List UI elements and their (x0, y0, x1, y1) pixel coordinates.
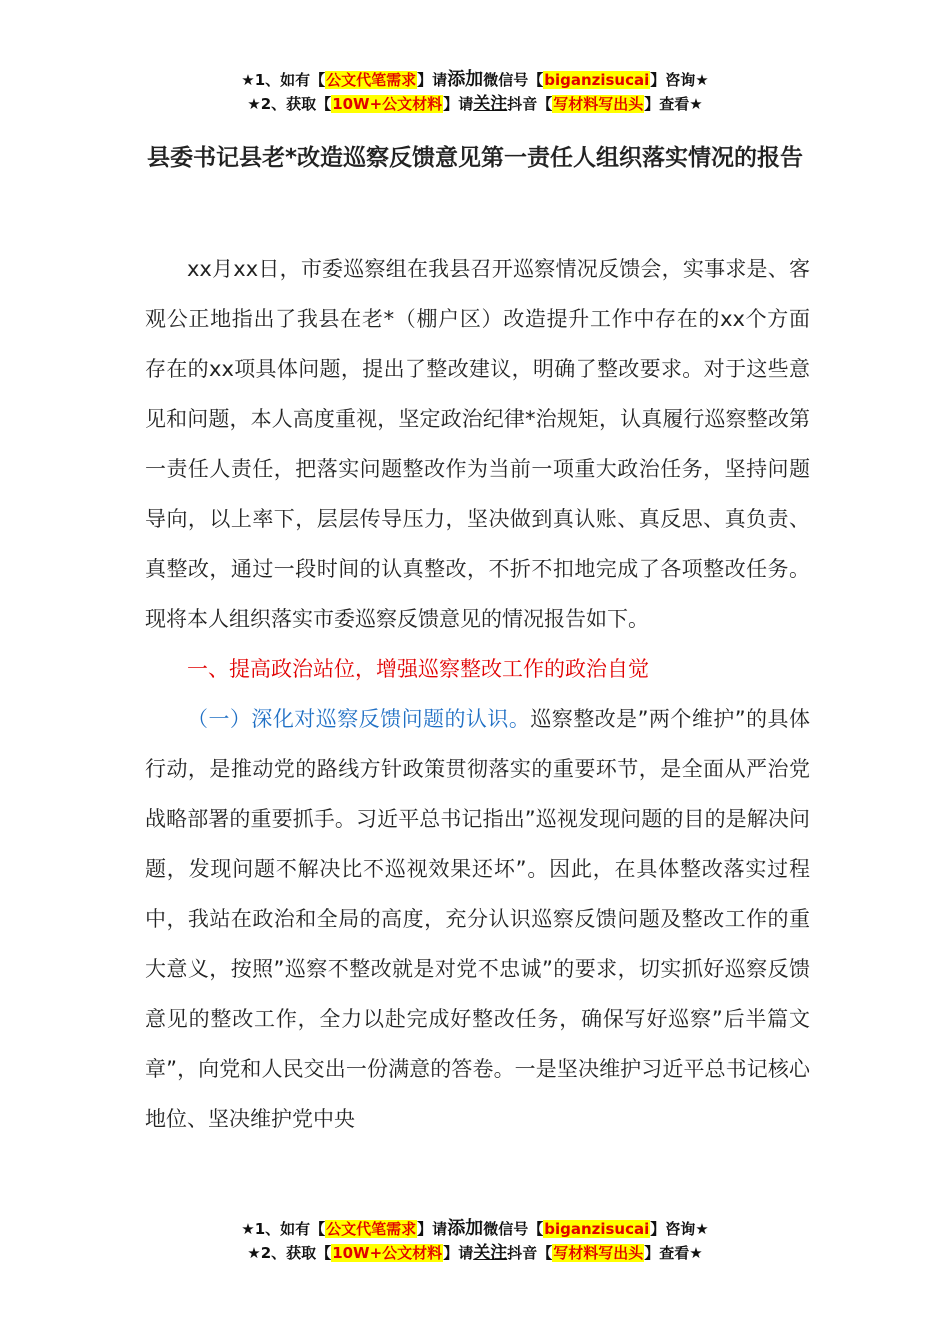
ad-text: 抖音【 (507, 95, 553, 113)
document-body (145, 244, 810, 1144)
ad-highlight: 公文代笔需求 (326, 1220, 417, 1238)
intro-paragraph: xx月xx日，市委巡察组在我县召开巡察情况反馈会，实事求是、客观公正地指出了我县在老*（棚户区）改造提升工作中存在的xx个方面存在的xx项具体问题，提出了整改建议，明确了整改要求。对于这些意见和问题，本人高度重视，坚定政治纪律*治规矩，认真履行巡察整改第一责任人责任，把落实问题整改作为当前一项重大政治任务，坚持问题导向，以上率下，层层传导压力，坚决做到真认账、真反思、真负责、真整改，通过一段时间的认真整改，不折不扣地完成了各项整改任务。现将本人组织落实市委巡察反馈意见的情况报告如下。 (145, 257, 810, 631)
ad-text: ★2、获取【 (247, 95, 332, 113)
ad-text: 】咨询★ (650, 1220, 709, 1238)
ad-line-2 (0, 92, 950, 116)
ad-highlight: 10W+公文材料 (332, 95, 443, 113)
ad-emphasis: 添加 (447, 1218, 484, 1239)
ad-banner-top (0, 68, 950, 116)
ad-highlight: 写材料写出头 (553, 1244, 644, 1262)
ad-text: ★1、如有【 (241, 1220, 326, 1238)
ad-text: 】请 (443, 1244, 474, 1262)
section-heading: 一、提高政治站位，增强巡察整改工作的政治自觉 (187, 657, 649, 681)
ad-text: 】请 (417, 71, 448, 89)
ad-emphasis: 添加 (447, 69, 484, 90)
ad-text: 微信号【 (483, 71, 544, 89)
ad-highlight: biganzisucai (544, 1220, 650, 1238)
ad-text: 微信号【 (483, 1220, 544, 1238)
ad-text: ★1、如有【 (241, 71, 326, 89)
subsection-text: 巡察整改是”两个维护”的具体行动，是推动党的路线方针政策贯彻落实的重要环节，是全面从严治党战略部署的重要抓手。习近平总书记指出”巡视发现问题的目的是解决问题，发现问题不解决比不巡视效果还坏”。因此，在具体整改落实过程中，我站在政治和全局的高度，充分认识巡察反馈问题及整改工作的重大意义，按照”巡察不整改就是对党不忠诚”的要求，切实抓好巡察反馈意见的整改工作，全力以赴完成好整改任务，确保写好巡察”后半篇文章”，向党和人民交出一份满意的答卷。一是坚决维护习近平总书记核心地位、坚决维护党中央 (145, 707, 811, 1131)
ad-text: 】查看★ (644, 1244, 703, 1262)
ad-line-1 (0, 68, 950, 92)
ad-line-1 (0, 1217, 950, 1241)
ad-highlight: biganzisucai (544, 71, 650, 89)
ad-text: 】查看★ (644, 95, 703, 113)
ad-text: 】咨询★ (650, 71, 709, 89)
ad-text: 】请 (443, 95, 474, 113)
ad-banner-bottom (0, 1217, 950, 1265)
ad-highlight: 写材料写出头 (553, 95, 644, 113)
document-title: 县委书记县老*改造巡察反馈意见第一责任人组织落实情况的报告 (146, 145, 804, 171)
subsection-paragraph (145, 694, 810, 1144)
subsection-heading: （一）深化对巡察反馈问题的认识。 (187, 707, 531, 731)
ad-highlight: 公文代笔需求 (326, 71, 417, 89)
ad-emphasis: 关注 (473, 1243, 508, 1263)
ad-highlight: 10W+公文材料 (332, 1244, 443, 1262)
ad-text: ★2、获取【 (247, 1244, 332, 1262)
ad-line-2 (0, 1241, 950, 1265)
ad-emphasis: 关注 (473, 94, 508, 114)
ad-text: 】请 (417, 1220, 448, 1238)
ad-text: 抖音【 (507, 1244, 553, 1262)
